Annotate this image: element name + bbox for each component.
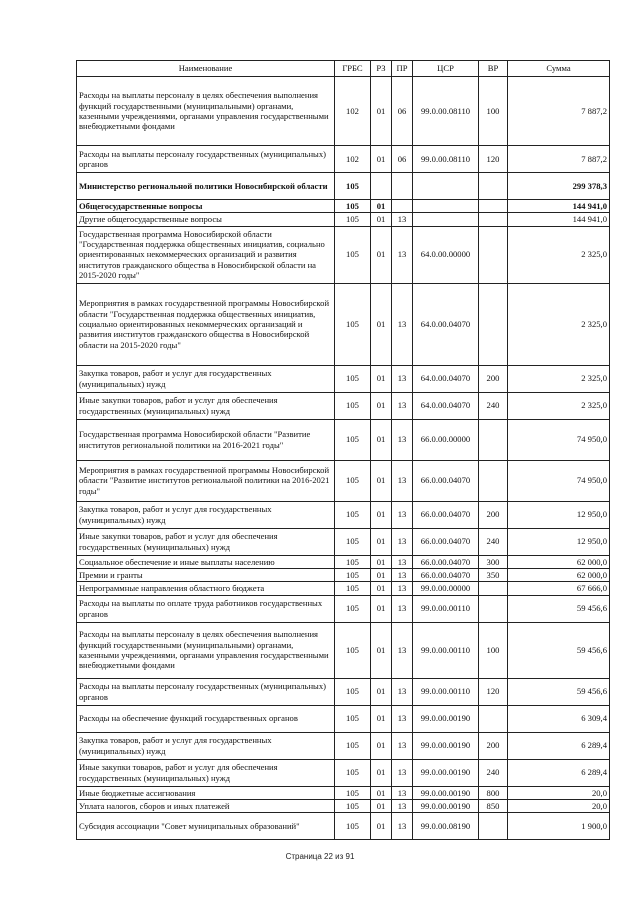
cell-pr: 13 [392,283,413,365]
cell-grbs: 105 [335,732,371,759]
cell-vr: 300 [479,555,508,568]
table-row [77,555,610,568]
cell-pr [392,200,413,213]
table-row [77,173,610,200]
budget-table [76,60,610,840]
cell-vr: 800 [479,786,508,799]
cell-csr: 66.0.00.04070 [413,501,479,528]
cell-vr [479,582,508,595]
cell-grbs: 105 [335,678,371,705]
cell-vr [479,283,508,365]
cell-rz: 01 [371,622,392,678]
cell-grbs: 105 [335,528,371,555]
cell-pr: 13 [392,732,413,759]
header-pr: ПР [392,61,413,77]
cell-csr: 64.0.00.04070 [413,365,479,392]
cell-pr: 13 [392,813,413,840]
cell-pr: 13 [392,392,413,419]
cell-rz: 01 [371,283,392,365]
table-row [77,759,610,786]
cell-pr: 13 [392,786,413,799]
cell-vr: 240 [479,759,508,786]
cell-csr: 64.0.00.00000 [413,226,479,283]
cell-rz: 01 [371,226,392,283]
cell-grbs: 105 [335,555,371,568]
cell-pr: 13 [392,419,413,460]
cell-sum: 6 289,4 [508,732,610,759]
cell-vr: 100 [479,622,508,678]
table-row [77,786,610,799]
table-body [77,77,610,840]
cell-grbs: 105 [335,226,371,283]
header-vr: ВР [479,61,508,77]
cell-grbs: 102 [335,77,371,146]
cell-vr [479,813,508,840]
table-row [77,77,610,146]
cell-vr: 850 [479,799,508,812]
cell-sum: 7 887,2 [508,146,610,173]
table-row [77,213,610,226]
cell-rz: 01 [371,200,392,213]
cell-sum: 6 289,4 [508,759,610,786]
table-row [77,365,610,392]
cell-vr [479,705,508,732]
cell-rz: 01 [371,813,392,840]
cell-sum: 62 000,0 [508,568,610,581]
table-row [77,419,610,460]
cell-grbs: 105 [335,582,371,595]
cell-name: Закупка товаров, работ и услуг для государственных (муниципальных) нужд [77,732,335,759]
cell-csr: 99.0.00.08110 [413,77,479,146]
cell-name: Расходы на выплаты персоналу в целях обеспечения выполнения функций государственными (муниципальными) органами, казенными учреждениями, органами управления государственными внебюджетными фондами [77,622,335,678]
cell-pr: 13 [392,622,413,678]
cell-csr: 99.0.00.00110 [413,595,479,622]
cell-rz: 01 [371,146,392,173]
cell-name: Мероприятия в рамках государственной программы Новосибирской области "Развитие институтов региональной политики на 2016-2021 годы" [77,460,335,501]
cell-vr [479,419,508,460]
cell-grbs: 105 [335,365,371,392]
cell-pr: 13 [392,460,413,501]
cell-name: Социальное обеспечение и иные выплаты населению [77,555,335,568]
cell-rz: 01 [371,705,392,732]
cell-name: Государственная программа Новосибирской области "Государственная поддержка общественных инициатив, социально ориентированных некоммерческих организаций и развития институтов гражданского общества в Новосибирской области на 2015-2020 годы" [77,226,335,283]
cell-vr: 350 [479,568,508,581]
cell-csr: 99.0.00.00190 [413,732,479,759]
cell-vr: 100 [479,77,508,146]
cell-grbs: 105 [335,813,371,840]
cell-sum: 2 325,0 [508,392,610,419]
cell-rz: 01 [371,365,392,392]
cell-name: Расходы на выплаты персоналу в целях обеспечения выполнения функций государственными (муниципальными) органами, казенными учреждениями, органами управления государственными внебюджетными фондами [77,77,335,146]
cell-rz: 01 [371,460,392,501]
cell-grbs: 105 [335,786,371,799]
cell-vr: 240 [479,528,508,555]
cell-csr: 66.0.00.04070 [413,460,479,501]
cell-sum: 59 456,6 [508,595,610,622]
cell-csr [413,173,479,200]
cell-name: Расходы на выплаты по оплате труда работников государственных органов [77,595,335,622]
cell-grbs: 105 [335,799,371,812]
cell-pr: 13 [392,213,413,226]
cell-sum: 6 309,4 [508,705,610,732]
cell-csr: 99.0.00.00110 [413,678,479,705]
cell-grbs: 105 [335,213,371,226]
cell-pr: 06 [392,77,413,146]
cell-sum: 74 950,0 [508,419,610,460]
table-row [77,146,610,173]
cell-sum: 67 666,0 [508,582,610,595]
cell-grbs: 105 [335,392,371,419]
cell-name: Уплата налогов, сборов и иных платежей [77,799,335,812]
cell-grbs: 105 [335,200,371,213]
cell-grbs: 105 [335,759,371,786]
cell-pr: 13 [392,759,413,786]
header-grbs: ГРБС [335,61,371,77]
cell-name: Общегосударственные вопросы [77,200,335,213]
table-row [77,799,610,812]
cell-name: Закупка товаров, работ и услуг для государственных (муниципальных) нужд [77,365,335,392]
cell-vr: 240 [479,392,508,419]
cell-name: Субсидия ассоциации "Совет муниципальных образований" [77,813,335,840]
table-row [77,595,610,622]
cell-vr [479,460,508,501]
cell-name: Расходы на выплаты персоналу государственных (муниципальных) органов [77,146,335,173]
cell-grbs: 102 [335,146,371,173]
table-row [77,678,610,705]
cell-rz: 01 [371,799,392,812]
cell-vr [479,173,508,200]
cell-rz: 01 [371,732,392,759]
cell-vr: 200 [479,501,508,528]
cell-rz: 01 [371,419,392,460]
cell-vr: 120 [479,146,508,173]
cell-grbs: 105 [335,173,371,200]
cell-csr: 64.0.00.04070 [413,283,479,365]
table-row [77,705,610,732]
cell-sum: 20,0 [508,786,610,799]
cell-name: Мероприятия в рамках государственной программы Новосибирской области "Государственная поддержка общественных инициатив, социально ориентированных некоммерческих организаций и развития институтов гражданского общества в Новосибирской области на 2015-2020 годы" [77,283,335,365]
table-row [77,392,610,419]
cell-sum: 299 378,3 [508,173,610,200]
cell-pr: 13 [392,555,413,568]
page-number: Страница 22 из 91 [285,852,355,861]
cell-sum: 12 950,0 [508,501,610,528]
cell-sum: 74 950,0 [508,460,610,501]
cell-vr: 200 [479,732,508,759]
cell-pr: 13 [392,799,413,812]
cell-pr: 13 [392,501,413,528]
cell-rz: 01 [371,678,392,705]
cell-name: Премии и гранты [77,568,335,581]
cell-pr: 13 [392,226,413,283]
cell-rz: 01 [371,392,392,419]
cell-vr [479,595,508,622]
cell-grbs: 105 [335,460,371,501]
table-row [77,528,610,555]
cell-csr: 99.0.00.00000 [413,582,479,595]
cell-pr: 06 [392,146,413,173]
cell-pr: 13 [392,568,413,581]
cell-name: Другие общегосударственные вопросы [77,213,335,226]
table-row [77,460,610,501]
header-csr: ЦСР [413,61,479,77]
cell-pr: 13 [392,705,413,732]
table-row [77,226,610,283]
cell-rz: 01 [371,595,392,622]
cell-csr [413,213,479,226]
cell-pr: 13 [392,595,413,622]
cell-grbs: 105 [335,419,371,460]
cell-rz [371,173,392,200]
cell-csr: 99.0.00.08110 [413,146,479,173]
cell-pr [392,173,413,200]
cell-pr: 13 [392,678,413,705]
cell-name: Государственная программа Новосибирской области "Развитие институтов региональной политики на 2016-2021 годы" [77,419,335,460]
cell-grbs: 105 [335,595,371,622]
table-row [77,501,610,528]
table-row [77,568,610,581]
cell-vr [479,200,508,213]
table-header-row [77,61,610,77]
cell-rz: 01 [371,555,392,568]
cell-name: Расходы на выплаты персоналу государственных (муниципальных) органов [77,678,335,705]
cell-sum: 59 456,6 [508,622,610,678]
cell-name: Иные бюджетные ассигнования [77,786,335,799]
header-name: Наименование [77,61,335,77]
cell-name: Расходы на обеспечение функций государственных органов [77,705,335,732]
cell-csr [413,200,479,213]
cell-name: Министерство региональной политики Новосибирской области [77,173,335,200]
cell-sum: 2 325,0 [508,365,610,392]
cell-csr: 66.0.00.04070 [413,528,479,555]
cell-vr [479,213,508,226]
cell-rz: 01 [371,213,392,226]
cell-sum: 1 900,0 [508,813,610,840]
table-row [77,200,610,213]
cell-csr: 99.0.00.08190 [413,813,479,840]
header-rz: РЗ [371,61,392,77]
cell-csr: 66.0.00.04070 [413,568,479,581]
cell-csr: 99.0.00.00190 [413,786,479,799]
cell-sum: 2 325,0 [508,283,610,365]
cell-grbs: 105 [335,501,371,528]
cell-grbs: 105 [335,622,371,678]
cell-pr: 13 [392,582,413,595]
table-row [77,582,610,595]
cell-csr: 64.0.00.04070 [413,392,479,419]
cell-csr: 99.0.00.00190 [413,759,479,786]
cell-rz: 01 [371,786,392,799]
cell-name: Закупка товаров, работ и услуг для государственных (муниципальных) нужд [77,501,335,528]
cell-name: Иные закупки товаров, работ и услуг для обеспечения государственных (муниципальных) нужд [77,528,335,555]
table-row [77,813,610,840]
cell-grbs: 105 [335,705,371,732]
cell-rz: 01 [371,77,392,146]
cell-sum: 59 456,6 [508,678,610,705]
cell-rz: 01 [371,759,392,786]
cell-sum: 144 941,0 [508,213,610,226]
table-row [77,622,610,678]
cell-sum: 12 950,0 [508,528,610,555]
cell-csr: 66.0.00.00000 [413,419,479,460]
cell-rz: 01 [371,582,392,595]
cell-csr: 99.0.00.00110 [413,622,479,678]
cell-csr: 99.0.00.00190 [413,705,479,732]
cell-sum: 20,0 [508,799,610,812]
cell-sum: 62 000,0 [508,555,610,568]
cell-name: Непрограммные направления областного бюджета [77,582,335,595]
table-row [77,732,610,759]
cell-sum: 7 887,2 [508,77,610,146]
cell-pr: 13 [392,365,413,392]
cell-rz: 01 [371,528,392,555]
cell-sum: 2 325,0 [508,226,610,283]
cell-grbs: 105 [335,568,371,581]
cell-csr: 99.0.00.00190 [413,799,479,812]
cell-rz: 01 [371,568,392,581]
cell-vr: 200 [479,365,508,392]
cell-rz: 01 [371,501,392,528]
cell-name: Иные закупки товаров, работ и услуг для обеспечения государственных (муниципальных) нужд [77,759,335,786]
cell-pr: 13 [392,528,413,555]
header-sum: Сумма [508,61,610,77]
table-row [77,283,610,365]
cell-vr [479,226,508,283]
cell-grbs: 105 [335,283,371,365]
cell-sum: 144 941,0 [508,200,610,213]
cell-name: Иные закупки товаров, работ и услуг для обеспечения государственных (муниципальных) нужд [77,392,335,419]
cell-vr: 120 [479,678,508,705]
cell-csr: 66.0.00.04070 [413,555,479,568]
